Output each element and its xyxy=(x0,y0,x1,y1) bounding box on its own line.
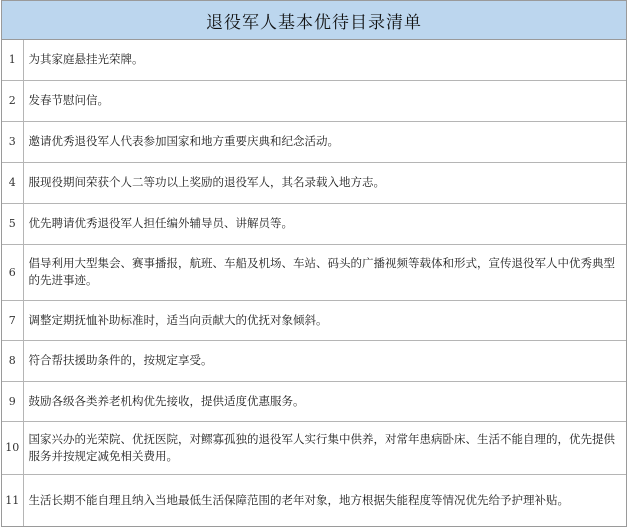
table-row xyxy=(2,203,626,244)
row-number: 10 xyxy=(2,421,23,474)
table-row xyxy=(2,121,626,162)
row-number: 1 xyxy=(2,40,23,80)
row-number: 2 xyxy=(2,80,23,121)
document-title: 退役军人基本优待目录清单 xyxy=(206,12,422,33)
row-text: 调整定期抚恤补助标准时，适当向贡献大的优抚对象倾斜。 xyxy=(23,300,626,340)
row-number: 11 xyxy=(2,474,23,526)
table-row xyxy=(2,80,626,121)
title-bar xyxy=(2,1,626,40)
table-row xyxy=(2,40,626,80)
table-row xyxy=(2,421,626,474)
row-text: 国家兴办的光荣院、优抚医院，对鳏寡孤独的退役军人实行集中供养，对常年患病卧床、生活不能自理的，优先提供服务并按规定减免相关费用。 xyxy=(23,421,626,474)
table-row xyxy=(2,162,626,203)
row-text: 邀请优秀退役军人代表参加国家和地方重要庆典和纪念活动。 xyxy=(23,121,626,162)
row-number: 4 xyxy=(2,162,23,203)
row-text: 鼓励各级各类养老机构优先接收，提供适度优惠服务。 xyxy=(23,381,626,421)
row-number: 6 xyxy=(2,244,23,300)
row-text: 符合帮扶援助条件的，按规定享受。 xyxy=(23,340,626,381)
row-number: 9 xyxy=(2,381,23,421)
row-text: 服现役期间荣获个人二等功以上奖励的退役军人，其名录载入地方志。 xyxy=(23,162,626,203)
row-text: 生活长期不能自理且纳入当地最低生活保障范围的老年对象，地方根据失能程度等情况优先给予护理补贴。 xyxy=(23,474,626,526)
benefits-table xyxy=(2,40,626,526)
row-number: 5 xyxy=(2,203,23,244)
benefits-document xyxy=(1,0,627,527)
row-text: 发春节慰问信。 xyxy=(23,80,626,121)
row-number: 8 xyxy=(2,340,23,381)
table-row xyxy=(2,474,626,526)
table-row xyxy=(2,340,626,381)
row-text: 优先聘请优秀退役军人担任编外辅导员、讲解员等。 xyxy=(23,203,626,244)
row-number: 3 xyxy=(2,121,23,162)
row-number: 7 xyxy=(2,300,23,340)
table-row xyxy=(2,244,626,300)
table-row xyxy=(2,300,626,340)
table-row xyxy=(2,381,626,421)
row-text: 为其家庭悬挂光荣牌。 xyxy=(28,52,144,67)
row-text: 倡导利用大型集会、赛事播报，航班、车船及机场、车站、码头的广播视频等载体和形式，宣传退役军人中优秀典型的先进事迹。 xyxy=(23,244,626,300)
